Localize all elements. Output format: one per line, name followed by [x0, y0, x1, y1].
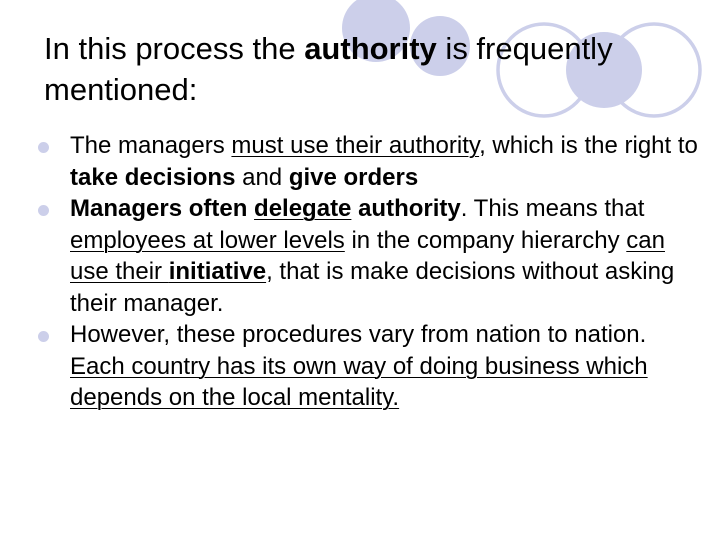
- bullet-dot-icon: [38, 142, 49, 153]
- bullet-text-segment: However, these procedures vary from nation to nation.: [70, 321, 647, 348]
- bullet-text-segment: , that is make decisions without asking their manager.: [70, 258, 675, 317]
- bullet-text-segment: and: [235, 163, 289, 191]
- bullet-text-segment: initiative: [168, 258, 267, 285]
- bullet-item: [36, 319, 706, 414]
- slide-title: [44, 28, 694, 110]
- bullet-text-segment: , which is the right to: [479, 132, 698, 159]
- bullet-text-segment: employees at lower levels: [70, 226, 345, 254]
- bullet-list: [36, 130, 706, 414]
- bullet-text-segment: authority: [351, 195, 461, 222]
- bullet-text-segment: must use their authority: [231, 132, 480, 159]
- bullet-item: [36, 130, 706, 193]
- bullet-text-segment: give orders: [288, 163, 419, 191]
- title-prefix: In this process the: [44, 31, 305, 66]
- bullet-text-segment: The managers: [70, 132, 232, 159]
- bullet-text-segment: . This means that: [460, 195, 645, 222]
- bullet-text-segment: delegate: [254, 195, 352, 222]
- bullet-text-segment: take decisions: [70, 163, 236, 191]
- bullet-text-segment: can use their: [70, 226, 665, 285]
- bullet-text-segment: in the company hierarchy: [344, 226, 627, 254]
- bullet-text-segment: Each country has its own way of doing business which depends on the local mentality.: [70, 352, 648, 411]
- title-emphasis: authority: [304, 31, 437, 66]
- title-suffix: is frequently mentioned:: [44, 31, 613, 107]
- bullet-text-segment: Managers often: [70, 195, 255, 222]
- bullet-dot-icon: [38, 331, 49, 342]
- bullet-item: [36, 193, 706, 319]
- bullet-dot-icon: [38, 205, 49, 216]
